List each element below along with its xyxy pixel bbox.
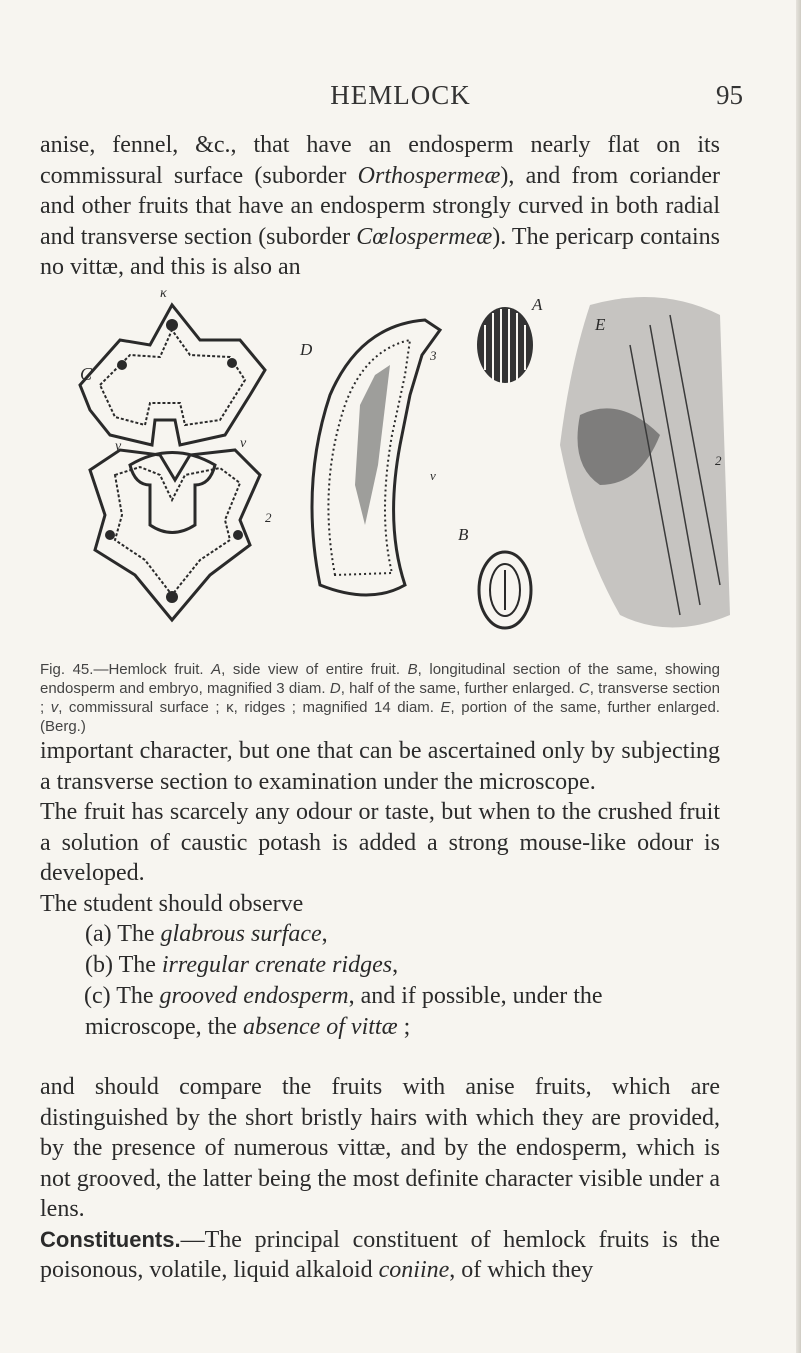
caption-letter-e: E xyxy=(440,699,451,716)
figure-45 xyxy=(60,285,740,655)
label-v-left: v xyxy=(115,439,122,454)
list-text: The xyxy=(117,921,161,947)
figure-illustration xyxy=(60,285,740,655)
coniine-term: coniine xyxy=(378,1257,450,1283)
text-run: anise, fennel, &c., that have an endosperm nearly flat on its commissural surface (suborder xyxy=(40,132,720,189)
label-e: E xyxy=(595,315,606,334)
label-b: B xyxy=(458,525,469,544)
caption-run: , portion of the same, further enlarged. (Berg.) xyxy=(40,699,720,735)
label-v-d: v xyxy=(430,468,436,483)
list-emphasis: glabrous surface xyxy=(160,921,322,947)
caption-run: , transverse section ; xyxy=(40,680,720,716)
paragraph-constituents xyxy=(40,1225,720,1286)
label-v-right: v xyxy=(240,436,247,451)
entire-fruit-a xyxy=(477,307,533,383)
figure-caption xyxy=(40,660,720,736)
running-head: HEMLOCK xyxy=(330,80,471,110)
list-text: The xyxy=(116,983,160,1009)
label-c: C xyxy=(80,364,93,384)
list-text: ; xyxy=(397,1013,411,1040)
caption-letter-c: C xyxy=(578,680,590,697)
label-2-right: 2 xyxy=(715,453,722,468)
paragraph-character: important character, but one that can be ascertained only by subjecting a transverse section to examination under the microscope. xyxy=(40,738,720,795)
caption-fig-number: Fig. 45. xyxy=(40,661,94,678)
list-marker: (a) xyxy=(85,921,112,947)
list-text: , and if possible, under the microscope, the xyxy=(85,983,603,1040)
page-number: 95 xyxy=(716,80,743,110)
list-marker: (c) xyxy=(84,983,111,1009)
suborder-coelospermeae: Cœlospermeæ xyxy=(356,223,493,250)
text-run: , of which they xyxy=(449,1257,594,1283)
caption-letter-a: A xyxy=(211,661,222,678)
text-run: ), and from coriander and other fruits that have an endosperm strongly curved in both radial and transverse section (suborder xyxy=(40,162,720,250)
label-d: D xyxy=(300,340,313,359)
caption-letter-b: B xyxy=(407,661,418,678)
list-emphasis: grooved endosperm xyxy=(159,983,349,1009)
caption-run: , half of the same, further enlarged. xyxy=(340,680,579,697)
caption-run: , side view of entire fruit. xyxy=(221,661,408,678)
suborder-orthospermeae: Orthospermeæ xyxy=(357,162,501,189)
caption-letter-d: D xyxy=(329,680,341,697)
list-item xyxy=(85,919,725,950)
paragraph-middle xyxy=(40,736,720,919)
text-run: ). The pericarp contains no vittæ, and this is also an xyxy=(40,223,720,280)
paragraph-odour: The fruit has scarcely any odour or taste, but when to the crushed fruit a solution of caustic potash is added a strong mouse-like odour is developed. xyxy=(40,799,720,886)
page-header xyxy=(0,80,801,120)
caption-run: , commissural surface ; κ, ridges ; magnified 14 diam. xyxy=(58,699,441,716)
transverse-section-upper xyxy=(80,305,265,445)
caption-run: —Hemlock fruit. xyxy=(93,661,212,678)
enlarged-portion-e xyxy=(560,297,730,628)
text-run: —The principal constituent of hemlock fruits is the poisonous, volatile, liquid alkaloid xyxy=(40,1226,720,1283)
label-2-left: 2 xyxy=(265,510,272,525)
half-section-d xyxy=(312,320,440,595)
transverse-section-lower xyxy=(90,450,260,620)
list-text: , xyxy=(392,952,399,978)
paragraph-top xyxy=(40,130,720,283)
list-item xyxy=(85,981,725,1042)
page-edge xyxy=(796,0,801,1353)
paragraph-bottom xyxy=(40,1072,720,1286)
list-emphasis: irregular crenate ridges xyxy=(161,952,393,978)
list-emphasis: absence of vittæ xyxy=(242,1013,398,1040)
constituents-heading: Constituents. xyxy=(40,1226,181,1252)
label-a: A xyxy=(532,295,543,314)
longitudinal-section-b xyxy=(479,552,531,628)
caption-letter-v: v xyxy=(50,699,59,716)
list-marker: (b) xyxy=(85,952,113,978)
label-kappa: κ xyxy=(160,286,167,301)
caption-run: , longitudinal section of the same, showing endosperm and embryo, magnified 3 diam. xyxy=(40,661,720,697)
paragraph-student-observe: The student should observe xyxy=(40,890,304,917)
list-item xyxy=(85,950,725,981)
list-text: , xyxy=(321,921,328,947)
list-text: The xyxy=(118,952,162,978)
label-3: 3 xyxy=(430,348,437,363)
paragraph-compare-anise: and should compare the fruits with anise fruits, which are distinguished by the short bristly hairs with which they are provided, by the presence of numerous vittæ, and by the endosperm, which is not grooved, the latter being the most definite character visible under a lens. xyxy=(40,1074,720,1222)
